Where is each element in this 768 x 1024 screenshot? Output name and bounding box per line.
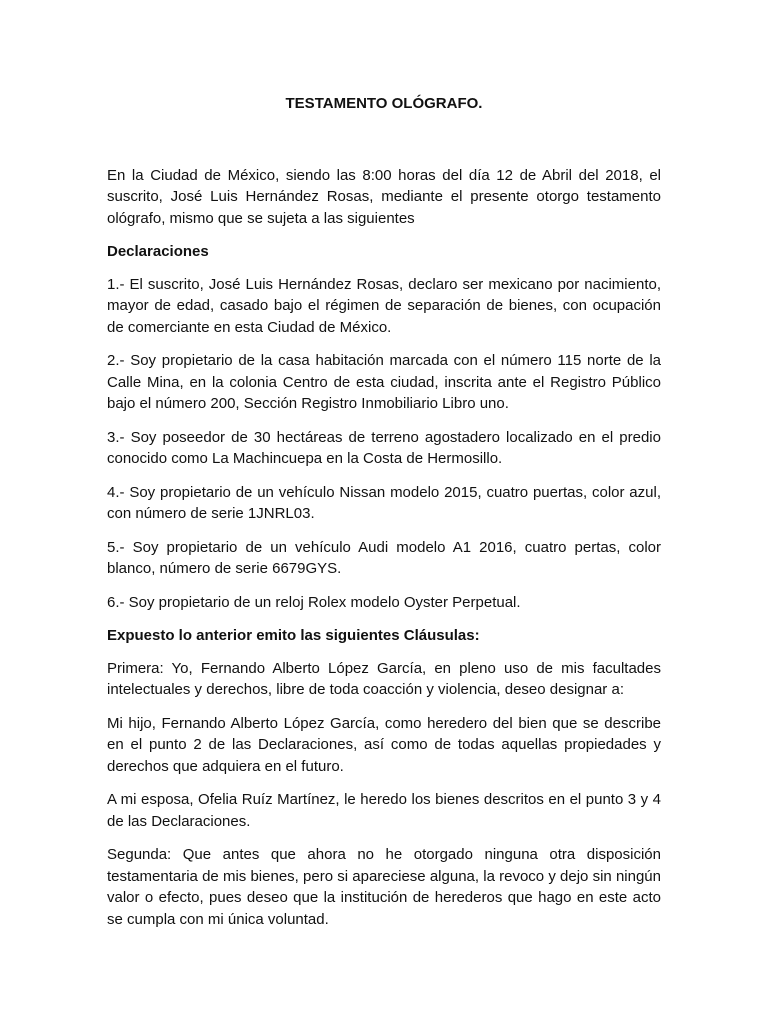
clausulas-heading: Expuesto lo anterior emito las siguientes Cláusulas: — [107, 627, 480, 644]
declaracion-1: 1.- El suscrito, José Luis Hernández Rosas, declaro ser mexicano por nacimiento, mayor de edad, casado bajo el régimen de separación de bienes, con ocupación de comerciante en esta Ciudad de México. — [107, 275, 661, 336]
declaraciones-heading: Declaraciones — [107, 243, 209, 260]
declaracion-2: 2.- Soy propietario de la casa habitación marcada con el número 115 norte de la Calle Mina, en la colonia Centro de esta ciudad, inscrita ante el Registro Público bajo el número 200, Sección Registro Inmobiliario Libro uno. — [107, 352, 661, 412]
clausula-esposa: A mi esposa, Ofelia Ruíz Martínez, le heredo los bienes descritos en el punto 3 y 4 de las Declaraciones. — [107, 791, 661, 830]
document-page — [107, 93, 661, 942]
clausula-hijo: Mi hijo, Fernando Alberto López García, como heredero del bien que se describe en el punto 2 de las Declaraciones, así como de todas aquellas propiedades y derechos que adquiera en el futuro. — [107, 714, 661, 775]
declaracion-5: 5.- Soy propietario de un vehículo Audi modelo A1 2016, cuatro pertas, color blanco, número de serie 6679GYS. — [107, 538, 661, 577]
intro-paragraph: En la Ciudad de México, siendo las 8:00 horas del día 12 de Abril del 2018, el suscrito, José Luis Hernández Rosas, mediante el presente otorgo testamento ológrafo, mismo que se sujeta a las siguientes — [107, 166, 661, 227]
clausula-segunda: Segunda: Que antes que ahora no he otorgado ninguna otra disposición testamentaria de mis bienes, pero si apareciese alguna, la revoco y dejo sin ningún valor o efecto, pues deseo que la institución de herederos que hago en este acto se cumpla con mi única voluntad. — [107, 846, 661, 928]
declaracion-6: 6.- Soy propietario de un reloj Rolex modelo Oyster Perpetual. — [107, 593, 521, 611]
document-title: TESTAMENTO OLÓGRAFO. — [285, 95, 483, 112]
clausula-primera: Primera: Yo, Fernando Alberto López García, en pleno uso de mis facultades intelectuales y derechos, libre de toda coacción y violencia, deseo designar a: — [107, 659, 661, 698]
declaracion-4: 4.- Soy propietario de un vehículo Nissan modelo 2015, cuatro puertas, color azul, con número de serie 1JNRL03. — [107, 483, 661, 522]
declaracion-3: 3.- Soy poseedor de 30 hectáreas de terreno agostadero localizado en el predio conocido como La Machincuepa en la Costa de Hermosillo. — [107, 428, 661, 467]
